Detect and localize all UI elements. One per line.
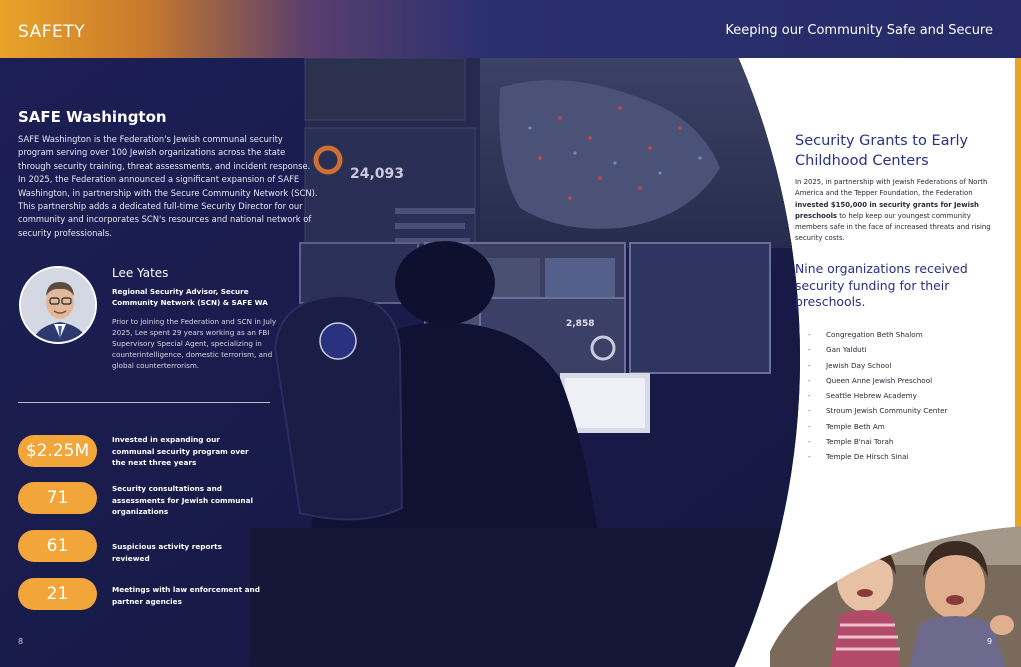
safe-washington-title: SAFE Washington [18,108,167,126]
grants-title: Security Grants to Early Childhood Centers [795,133,969,169]
lee-yates-photo [19,266,97,344]
header-tagline: Keeping our Community Safe and Secure [725,23,993,38]
stat-text-meetings: Meetings with law enforcement and partner agencies [112,585,260,606]
profile-name: Lee Yates [112,266,169,280]
section-title: SAFETY [18,22,86,42]
children-illustration [770,505,1021,667]
stat-text-reports: Suspicious activity reports reviewed [112,542,222,563]
stat-value-consultations: 71 [18,482,97,514]
monitor-stat: 2,858 [566,319,595,329]
list-item: - Seattle Hebrew Academy [808,391,917,401]
list-item: - Queen Anne Jewish Preschool [808,375,933,385]
page-number-left: 8 [18,637,24,646]
stat-text-consultations: Security consultations and assessments for Jewish communal organizations [112,484,254,516]
section-divider [18,402,270,403]
list-item: - Temple Beth Am [808,421,885,431]
list-item: - Jewish Day School [808,360,892,370]
list-item: - Temple B'nai Torah [808,437,894,447]
orgs-heading: Nine organizations received security funding for their preschools. [795,261,968,309]
org-list [808,329,948,467]
wall-stat-1: 24,093 [350,166,405,182]
grants-body [795,177,995,245]
grants-body-outro: to help keep our youngest community members safe in the face of increased threats and rising security costs. [795,211,991,243]
list-item: - Congregation Beth Shalom [808,330,923,339]
stat-value-reports: 61 [18,530,97,562]
list-item: - Gan Yalduti [808,345,867,355]
stat-value-meetings: 21 [18,578,97,610]
page-number-right: 9 [987,637,993,646]
stat-value-investment: $2.25M [18,435,97,467]
preschool-children-photo [770,505,1021,667]
header-band [0,0,1021,58]
safe-washington-body: SAFE Washington is the Federation's Jewish communal security program serving over 100 Jewish organizations across the state through security training, threat assessments, and incident response. In 2025, the Federation announced a significant expansion of SAFE Washington, in partnership with the Secure Community Network (SCN). This partnership adds a dedicated full-time Security Director for our community and incorporates SCN's resources and national network of security professionals. [18,134,318,238]
grants-body-intro: In 2025, in partnership with Jewish Federations of North America and the Tepper Foundation, the Federation [795,178,988,198]
profile-role: Regional Security Advisor, Secure Community Network (SCN) & SAFE WA [112,287,268,307]
grants-body-highlight: invested $150,000 in security grants for Jewish preschools [795,200,979,220]
stat-text-investment: Invested in expanding our communal security program over the next three years [112,435,249,467]
profile-bio: Prior to joining the Federation and SCN in July 2025, Lee spent 29 years working as an FBI Supervisory Special Agent, specializing in counterintelligence, domestic terrorism, and global counterterrorism. [112,317,277,370]
list-item: - Stroum Jewish Community Center [808,406,948,416]
list-item: - Temple De Hirsch Sinai [808,452,909,462]
